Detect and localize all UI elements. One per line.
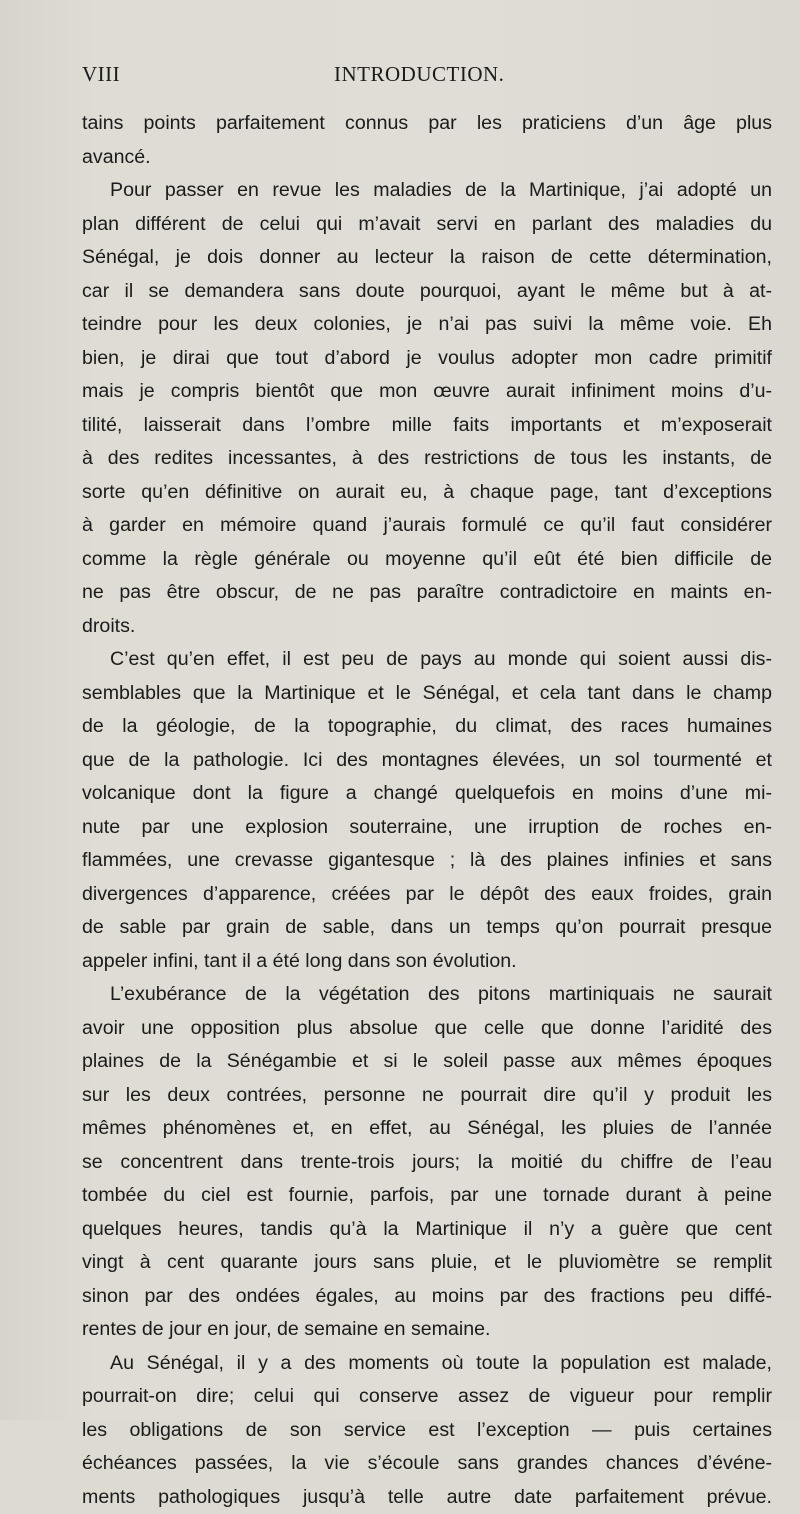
text-line: se concentrent dans trente-trois jours; la moitié du chiffre de l’eau xyxy=(82,1146,772,1180)
text-line: nute par une explosion souterraine, une irruption de roches en- xyxy=(82,811,772,845)
text-line: pourrait-on dire; celui qui conserve assez de vigueur pour remplir xyxy=(82,1380,772,1414)
text-line: car il se demandera sans doute pourquoi, ayant le même but à at- xyxy=(82,275,772,309)
text-line: échéances passées, la vie s’écoule sans grandes chances d’événe- xyxy=(82,1447,772,1481)
text-line: comme la règle générale ou moyenne qu’il eût été bien difficile de xyxy=(82,543,772,577)
text-line: semblables que la Martinique et le Sénégal, et cela tant dans le champ xyxy=(82,677,772,711)
text-line: divergences d’apparence, créées par le dépôt des eaux froides, grain xyxy=(82,878,772,912)
text-line: tombée du ciel est fournie, parfois, par une tornade durant à peine xyxy=(82,1179,772,1213)
text-line: bien, je dirai que tout d’abord je voulus adopter mon cadre primitif xyxy=(82,342,772,376)
text-line: Sénégal, je dois donner au lecteur la raison de cette détermination, xyxy=(82,241,772,275)
running-head xyxy=(82,62,722,92)
text-line: avoir une opposition plus absolue que celle que donne l’aridité des xyxy=(82,1012,772,1046)
text-line: vingt à cent quarante jours sans pluie, et le pluviomètre se remplit xyxy=(82,1246,772,1280)
text-line: de la géologie, de la topographie, du climat, des races humaines xyxy=(82,710,772,744)
text-line: quelques heures, tandis qu’à la Martinique il n’y a guère que cent xyxy=(82,1213,772,1247)
text-line: volcanique dont la figure a changé quelquefois en moins d’une mi- xyxy=(82,777,772,811)
page-number: VIII xyxy=(82,62,120,87)
text-line: Au Sénégal, il y a des moments où toute la population est malade, xyxy=(82,1347,772,1381)
text-line: teindre pour les deux colonies, je n’ai pas suivi la même voie. Eh xyxy=(82,308,772,342)
text-line: tilité, laisserait dans l’ombre mille faits importants et m’exposerait xyxy=(82,409,772,443)
text-line: tains points parfaitement connus par les praticiens d’un âge plus xyxy=(82,107,772,141)
text-line: à garder en mémoire quand j’aurais formulé ce qu’il faut considérer xyxy=(82,509,772,543)
text-line: à des redites incessantes, à des restrictions de tous les instants, de xyxy=(82,442,772,476)
text-line: C’est qu’en effet, il est peu de pays au monde qui soient aussi dis- xyxy=(82,643,772,677)
text-line: mais je compris bientôt que mon œuvre aurait infiniment moins d’u- xyxy=(82,375,772,409)
text-line: que de la pathologie. Ici des montagnes élevées, un sol tourmenté et xyxy=(82,744,772,778)
body-text xyxy=(82,107,772,1514)
text-line: sorte qu’en définitive on aurait eu, à chaque page, tant d’exceptions xyxy=(82,476,772,510)
text-line: les obligations de son service est l’exception — puis certaines xyxy=(82,1414,772,1448)
text-line: sinon par des ondées égales, au moins par des fractions peu diffé- xyxy=(82,1280,772,1314)
text-line: L’exubérance de la végétation des pitons martiniquais ne saurait xyxy=(82,978,772,1012)
text-line: rentes de jour en jour, de semaine en semaine. xyxy=(82,1313,772,1347)
running-title: INTRODUCTION. xyxy=(334,62,504,87)
text-line: de sable par grain de sable, dans un temps qu’on pourrait presque xyxy=(82,911,772,945)
text-line: mêmes phénomènes et, en effet, au Sénégal, les pluies de l’année xyxy=(82,1112,772,1146)
text-line: plaines de la Sénégambie et si le soleil passe aux mêmes époques xyxy=(82,1045,772,1079)
text-line: sur les deux contrées, personne ne pourrait dire qu’il y produit les xyxy=(82,1079,772,1113)
text-line: ments pathologiques jusqu’à telle autre date parfaitement prévue. xyxy=(82,1481,772,1514)
text-line: droits. xyxy=(82,610,772,644)
text-line: appeler infini, tant il a été long dans son évolution. xyxy=(82,945,772,979)
text-line: ne pas être obscur, de ne pas paraître contradictoire en maints en- xyxy=(82,576,772,610)
text-line: avancé. xyxy=(82,141,772,175)
text-line: flammées, une crevasse gigantesque ; là des plaines infinies et sans xyxy=(82,844,772,878)
text-line: plan différent de celui qui m’avait servi en parlant des maladies du xyxy=(82,208,772,242)
text-line: Pour passer en revue les maladies de la Martinique, j’ai adopté un xyxy=(82,174,772,208)
